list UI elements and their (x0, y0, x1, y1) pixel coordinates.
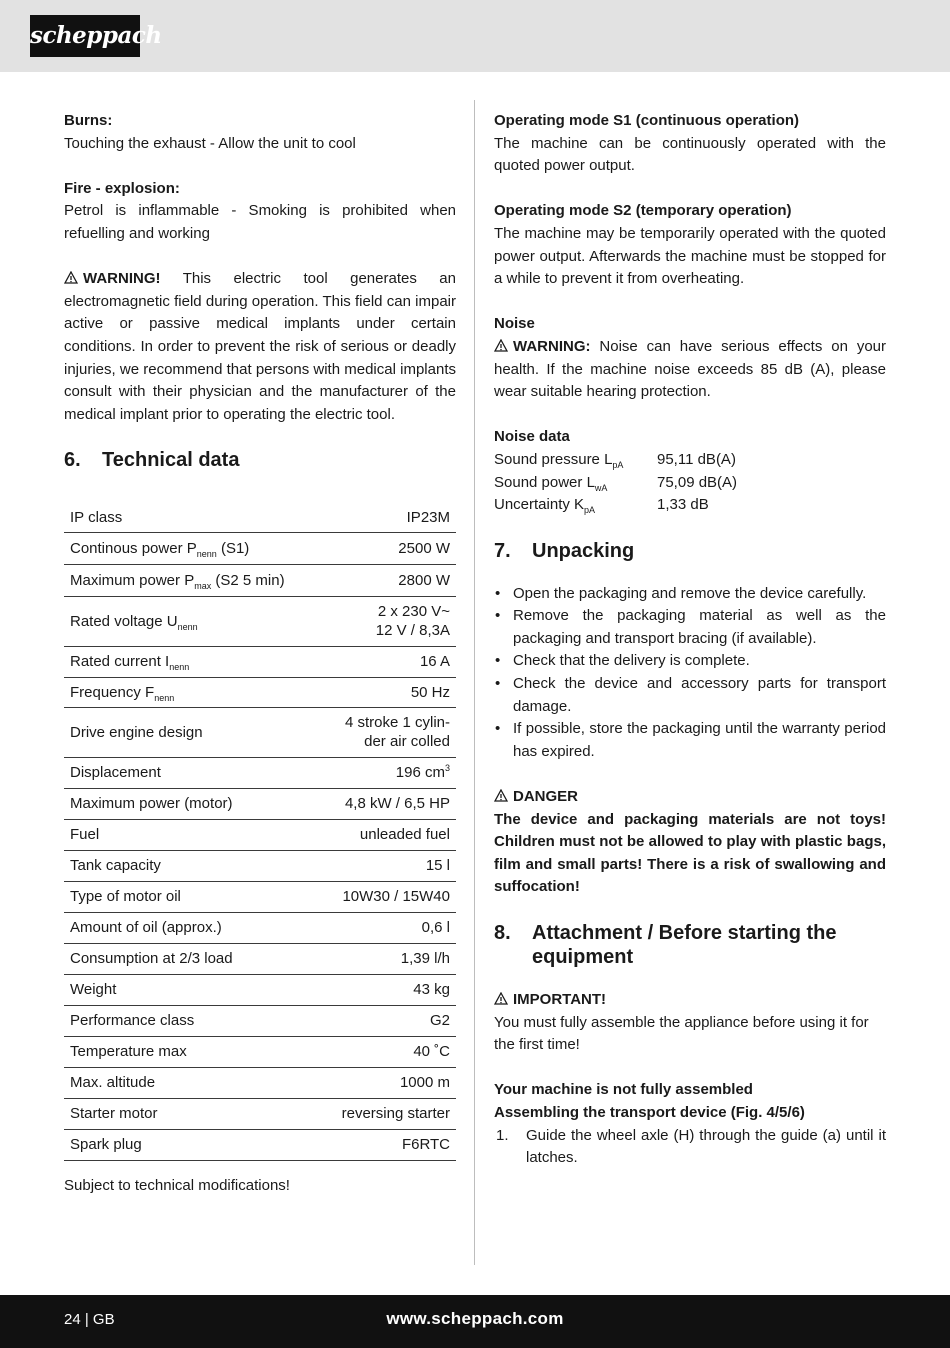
noise-data-title: Noise data (494, 428, 570, 446)
table-row: Rated current $I_{nenn}$ 16 A (64, 646, 456, 677)
list-item: • Check that the delivery is complete. (494, 650, 886, 673)
table-row: Continous power $P_{nenn}$ (S1) 2500 W (64, 532, 456, 564)
fire-title: Fire - explosion: (64, 179, 180, 197)
table-row: Performance class G2 (64, 1005, 456, 1036)
section-title: Technical data (102, 449, 240, 472)
table-row: Spark plug F6RTC (64, 1129, 456, 1160)
important-text: You must fully assemble the appliance before using it for the first time! (494, 1013, 869, 1054)
warning-triangle-icon (494, 789, 508, 802)
section-number: 6. (64, 449, 81, 472)
warning-label: WARNING! (83, 270, 161, 288)
warning-text: Noise can have serious effects on your health. If the machine noise exceeds 85 dB (A), please wear suitable hearing protection. (494, 337, 886, 401)
scheppach-logo: scheppach (30, 15, 140, 57)
noise-row-power: Sound power $L_{wA}$ 75,09 dB(A) (494, 473, 738, 493)
assembling-heading: Assembling the transport device (Fig. 4/5/6) (494, 1103, 805, 1121)
section-6-heading (64, 448, 456, 472)
table-row: Type of motor oil 10W30 / 15W40 (64, 881, 456, 912)
table-row: Maximum power (motor) 4,8 kW / 6,5 HP (64, 788, 456, 819)
not-assembled-heading: Your machine is not fully assembled (494, 1081, 753, 1099)
table-row: Weight 43 kg (64, 974, 456, 1005)
danger-heading (494, 786, 886, 809)
warning-triangle-icon (494, 992, 508, 1005)
unpacking-list (494, 583, 886, 764)
table-row: Consumption at 2/3 load 1,39 l/h (64, 943, 456, 974)
table-row: Maximum power $P_{max}$ (S2 5 min) 2800 W (64, 564, 456, 596)
section-title: Attachment / Before starting the equipment (532, 922, 837, 968)
danger-label: DANGER (513, 788, 579, 806)
section-7-heading (494, 539, 886, 563)
table-row: Rated voltage $U_{nenn}$ 2 x 230 V~ 12 V / 8,3A (64, 596, 456, 646)
noise-row-pressure: Sound pressure $L_{pA}$ 95,11 dB(A) (494, 450, 736, 470)
table-row: Amount of oil (approx.) 0,6 l (64, 912, 456, 943)
noise-row-uncertainty: Uncertainty $K_{pA}$ 1,33 dB (494, 496, 709, 516)
warning-triangle-icon (494, 339, 508, 352)
footer-bar (0, 1295, 950, 1348)
assembly-steps (494, 1125, 886, 1170)
right-column (494, 110, 886, 1170)
noise-warning (494, 336, 886, 404)
noise-title: Noise (494, 315, 535, 333)
table-row: Temperature max 40 ˚C (64, 1036, 456, 1067)
list-item: • Check the device and accessory parts for transport damage. (494, 673, 886, 718)
s2-title: Operating mode S2 (temporary operation) (494, 202, 792, 220)
table-row: Drive engine design 4 stroke 1 cylin- der air colled (64, 707, 456, 757)
list-item: • If possible, store the packaging until the warranty period has expired. (494, 718, 886, 763)
page-number: 24 | GB (64, 1311, 115, 1328)
subject-note: Subject to technical modifications! (64, 1176, 290, 1194)
table-row: IP class IP23M (64, 502, 456, 532)
table-row: Displacement 196 $cm^3$ (64, 757, 456, 788)
warning-text: This electric tool generates an electromagnetic field during operation. This field can impair active or passive medical implants under certain conditions. In order to prevent the risk of serious or deadly injuries, we recommend that persons with medical implants consult with their physician and the manufacturer of the medical implant prior to operating the electric tool. (64, 270, 456, 423)
list-item: • Remove the packaging material as well as the packaging and transport bracing (if available). (494, 605, 886, 650)
section-number: 8. (494, 922, 511, 944)
website-link[interactable]: www.scheppach.com (386, 1309, 564, 1328)
s1-title: Operating mode S1 (continuous operation) (494, 112, 800, 129)
section-8-heading (494, 921, 886, 969)
technical-data-table (64, 502, 456, 1161)
table-row: Max. altitude 1000 m (64, 1067, 456, 1098)
danger-text: The device and packaging materials are not toys! Children must not be allowed to play with plastic bags, film and small parts! There is a risk of swallowing and suffocation! (494, 810, 886, 896)
left-column (64, 110, 456, 1197)
s1-text: The machine can be continuously operated with the quoted power output. (494, 134, 886, 175)
table-row: Fuel unleaded fuel (64, 819, 456, 850)
table-row: Tank capacity 15 l (64, 850, 456, 881)
emf-warning (64, 268, 456, 426)
section-title: Unpacking (532, 539, 635, 562)
table-row: Frequency $F_{nenn}$ 50 Hz (64, 677, 456, 707)
header-bar (0, 0, 950, 72)
warning-label: WARNING: (513, 337, 591, 355)
list-item: • Open the packaging and remove the device carefully. (494, 583, 886, 606)
column-divider (474, 100, 475, 1265)
important-heading (494, 989, 886, 1012)
s2-text: The machine may be temporarily operated with the quoted power output. Afterwards the machine must be stopped for a while to prevent it from overheating. (494, 224, 886, 288)
section-number: 7. (494, 539, 511, 562)
warning-triangle-icon (64, 271, 78, 284)
list-item: 1. Guide the wheel axle (H) through the guide (a) until it latches. (496, 1126, 886, 1167)
fire-text: Petrol is inflammable - Smoking is prohibited when refuelling and working (64, 202, 456, 242)
burns-text: Touching the exhaust - Allow the unit to cool (64, 134, 356, 152)
important-label: IMPORTANT! (513, 991, 607, 1008)
burns-title: Burns: (64, 112, 113, 129)
table-row: Starter motor reversing starter (64, 1098, 456, 1129)
